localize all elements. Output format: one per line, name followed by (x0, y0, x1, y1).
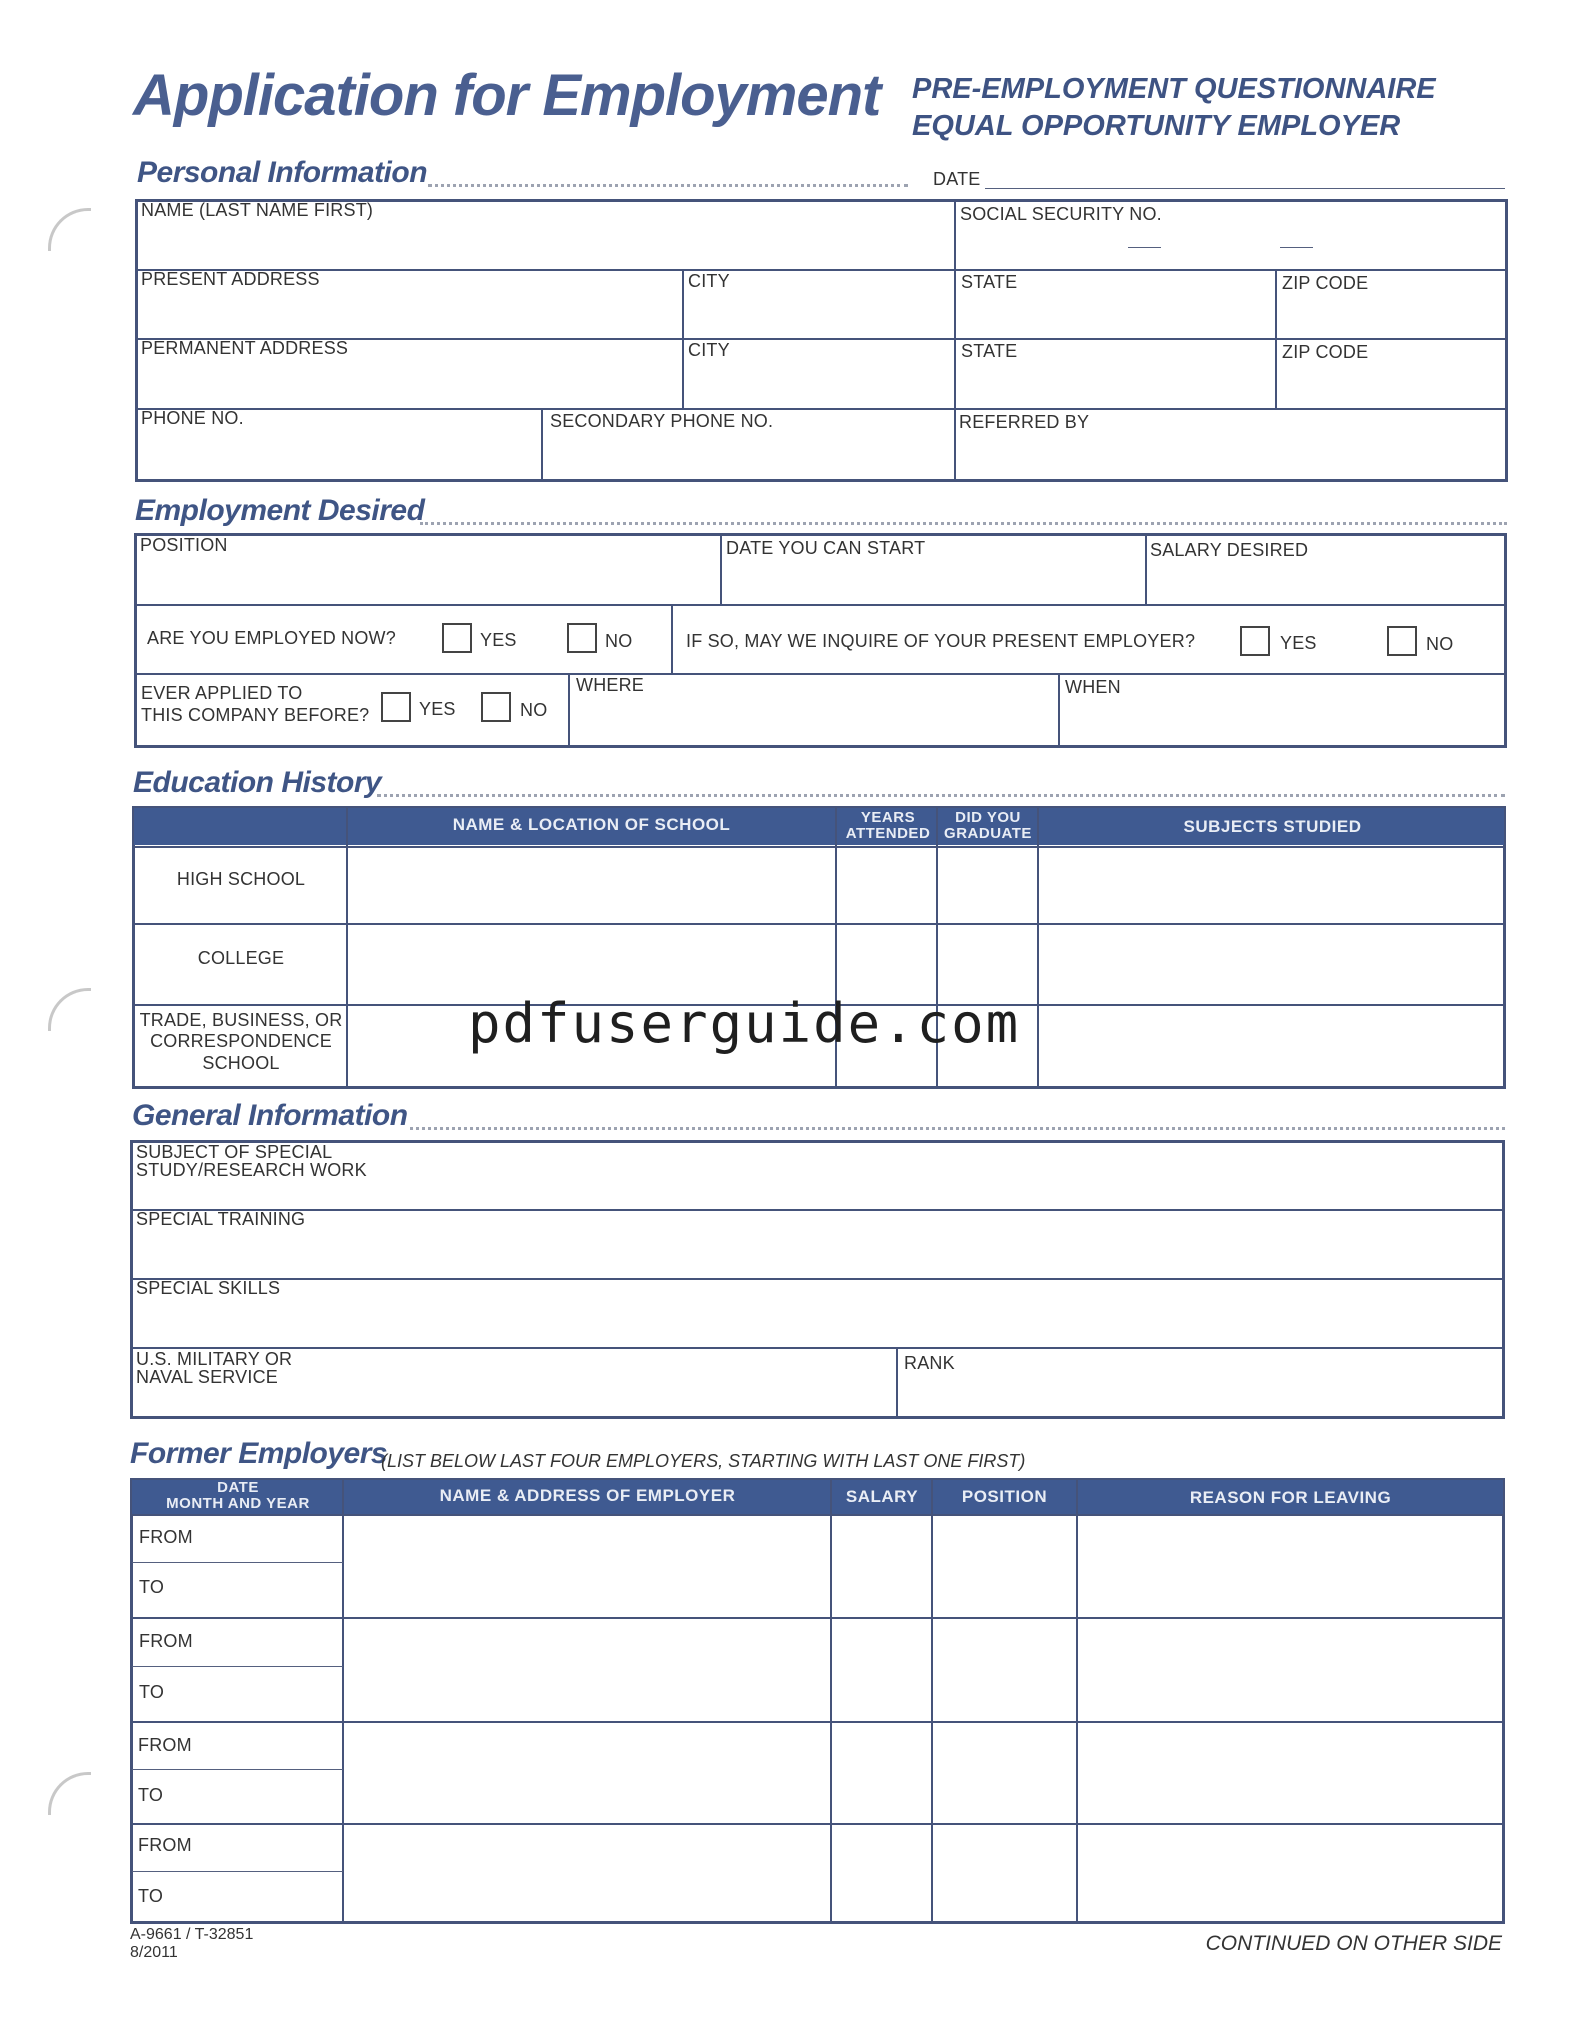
employer-1-to: TO (139, 1577, 165, 1597)
employer-3-from: FROM (138, 1735, 192, 1755)
special-study-label-line1: SUBJECT OF SPECIAL (136, 1142, 333, 1162)
permanent-zip-field[interactable] (1280, 362, 1502, 406)
special-training-field[interactable] (134, 1232, 1500, 1276)
military-label-line1: U.S. MILITARY OR (136, 1349, 293, 1369)
binder-hole-middle (48, 988, 91, 1031)
employer-3-to: TO (138, 1785, 164, 1805)
binder-hole-top (48, 208, 91, 251)
section-personal-information: Personal Information (137, 156, 428, 189)
header-years-attended-line1: YEARS (860, 809, 916, 826)
employer-4-to: TO (138, 1886, 164, 1906)
phone-field[interactable] (138, 432, 538, 478)
permanent-address-field[interactable] (138, 362, 678, 406)
where-label: WHERE (576, 675, 644, 695)
inquire-no-label: NO (1426, 634, 1454, 654)
section-divider (377, 794, 1505, 797)
special-training-label: SPECIAL TRAINING (136, 1209, 306, 1229)
ssn-field[interactable] (960, 226, 1500, 266)
present-state-label: STATE (961, 272, 1018, 292)
military-label-line2: NAVAL SERVICE (136, 1367, 278, 1387)
special-study-field[interactable] (360, 1146, 1500, 1206)
section-former-employers: Former Employers (130, 1437, 388, 1470)
ssn-field-label: SOCIAL SECURITY NO. (960, 204, 1162, 224)
position-label: POSITION (140, 535, 228, 555)
phone-label: PHONE NO. (141, 408, 244, 428)
special-skills-field[interactable] (134, 1301, 1500, 1345)
permanent-city-label: CITY (688, 340, 730, 360)
watermark: pdfuserguide.com (468, 992, 1021, 1055)
former-employers-instruction: (LIST BELOW LAST FOUR EMPLOYERS, STARTING WITH LAST ONE FIRST) (381, 1451, 1026, 1471)
when-field[interactable] (1063, 698, 1503, 744)
employer-2-to: TO (139, 1682, 165, 1702)
applied-before-label-line2: THIS COMPANY BEFORE? (141, 705, 370, 725)
permanent-zip-label: ZIP CODE (1282, 342, 1369, 362)
page-title: Application for Employment (133, 63, 881, 128)
name-field-label: NAME (LAST NAME FIRST) (141, 200, 374, 220)
header-date-line1: DATE (217, 1479, 259, 1496)
employed-now-label: ARE YOU EMPLOYED NOW? (147, 628, 396, 648)
present-address-label: PRESENT ADDRESS (141, 269, 320, 289)
referred-by-field[interactable] (958, 432, 1503, 478)
header-graduate-line2: GRADUATE (944, 825, 1032, 842)
permanent-address-label: PERMANENT ADDRESS (141, 338, 349, 358)
row-trade-line2: CORRESPONDENCE (150, 1031, 332, 1051)
special-skills-label: SPECIAL SKILLS (136, 1278, 281, 1298)
row-trade-line1: TRADE, BUSINESS, OR (139, 1010, 343, 1030)
header-graduate-line1: DID YOU (955, 809, 1021, 826)
applied-before-no-checkbox[interactable] (481, 692, 511, 722)
header-position: POSITION (961, 1487, 1048, 1506)
binder-hole-bottom (48, 1772, 91, 1815)
position-field[interactable] (137, 558, 715, 602)
section-education-history: Education History (133, 766, 382, 799)
present-address-field[interactable] (138, 292, 678, 336)
form-number: A-9661 / T-32851 (130, 1926, 254, 1943)
employed-now-no-label: NO (605, 631, 633, 651)
header-employer: NAME & ADDRESS OF EMPLOYER (439, 1486, 736, 1505)
salary-desired-label: SALARY DESIRED (1150, 540, 1309, 560)
date-label: DATE (933, 169, 981, 189)
header-salary: SALARY (845, 1487, 919, 1506)
subtitle-equal-opportunity: EQUAL OPPORTUNITY EMPLOYER (912, 110, 1401, 142)
college-entry[interactable] (350, 927, 1502, 1001)
inquire-yes-label: YES (1280, 633, 1317, 653)
applied-before-yes-label: YES (419, 699, 456, 719)
inquire-employer-label: IF SO, MAY WE INQUIRE OF YOUR PRESENT EMPLOYER? (686, 631, 1196, 651)
header-reason-for-leaving: REASON FOR LEAVING (1189, 1488, 1392, 1507)
section-divider (428, 184, 908, 187)
employed-now-no-checkbox[interactable] (567, 623, 597, 653)
employed-now-yes-label: YES (480, 630, 517, 650)
present-state-field[interactable] (958, 292, 1272, 336)
inquire-no-checkbox[interactable] (1387, 626, 1417, 656)
continued-note: CONTINUED ON OTHER SIDE (1205, 1932, 1502, 1955)
employer-2-from: FROM (139, 1631, 193, 1651)
start-date-field[interactable] (724, 560, 1140, 602)
header-school-name-location: NAME & LOCATION OF SCHOOL (452, 815, 731, 834)
subtitle-questionnaire: PRE-EMPLOYMENT QUESTIONNAIRE (912, 73, 1436, 105)
section-general-information: General Information (132, 1099, 408, 1132)
employer-4-from: FROM (138, 1835, 192, 1855)
section-divider (410, 1127, 1505, 1130)
special-study-label-line2: STUDY/RESEARCH WORK (136, 1160, 367, 1180)
form-date: 8/2011 (130, 1944, 178, 1961)
rank-label: RANK (904, 1353, 955, 1373)
present-city-field[interactable] (686, 292, 951, 336)
salary-desired-field[interactable] (1150, 562, 1502, 602)
applied-before-label-line1: EVER APPLIED TO (141, 683, 303, 703)
where-field[interactable] (573, 698, 1053, 744)
inquire-yes-checkbox[interactable] (1240, 626, 1270, 656)
employed-now-yes-checkbox[interactable] (442, 623, 472, 653)
row-college: COLLEGE (197, 948, 285, 968)
section-divider (420, 522, 1507, 525)
row-trade-line3: SCHOOL (202, 1053, 280, 1073)
start-date-label: DATE YOU CAN START (726, 538, 926, 558)
employer-1-entry[interactable] (346, 1518, 1501, 1614)
referred-by-label: REFERRED BY (959, 412, 1090, 432)
employer-2-entry[interactable] (346, 1621, 1501, 1718)
employer-1-from: FROM (139, 1527, 193, 1547)
name-field[interactable] (138, 222, 948, 266)
header-subjects-studied: SUBJECTS STUDIED (1183, 817, 1362, 836)
applied-before-no-label: NO (520, 700, 548, 720)
section-employment-desired: Employment Desired (135, 494, 425, 527)
rank-field[interactable] (902, 1375, 1500, 1415)
row-high-school: HIGH SCHOOL (176, 869, 306, 889)
when-label: WHEN (1065, 677, 1121, 697)
header-date-line2: MONTH AND YEAR (166, 1495, 310, 1512)
permanent-state-label: STATE (961, 341, 1018, 361)
permanent-city-field[interactable] (686, 362, 951, 406)
permanent-state-field[interactable] (958, 362, 1272, 406)
present-city-label: CITY (688, 271, 730, 291)
secondary-phone-field[interactable] (546, 432, 950, 478)
header-years-attended-line2: ATTENDED (845, 825, 931, 842)
present-zip-label: ZIP CODE (1282, 273, 1369, 293)
date-field[interactable] (985, 188, 1505, 189)
military-field[interactable] (134, 1390, 892, 1416)
employer-3-entry[interactable] (346, 1725, 1501, 1820)
present-zip-field[interactable] (1280, 292, 1502, 336)
employer-4-entry[interactable] (346, 1827, 1501, 1920)
high-school-entry[interactable] (350, 850, 1502, 920)
applied-before-yes-checkbox[interactable] (381, 692, 411, 722)
secondary-phone-label: SECONDARY PHONE NO. (550, 411, 774, 431)
